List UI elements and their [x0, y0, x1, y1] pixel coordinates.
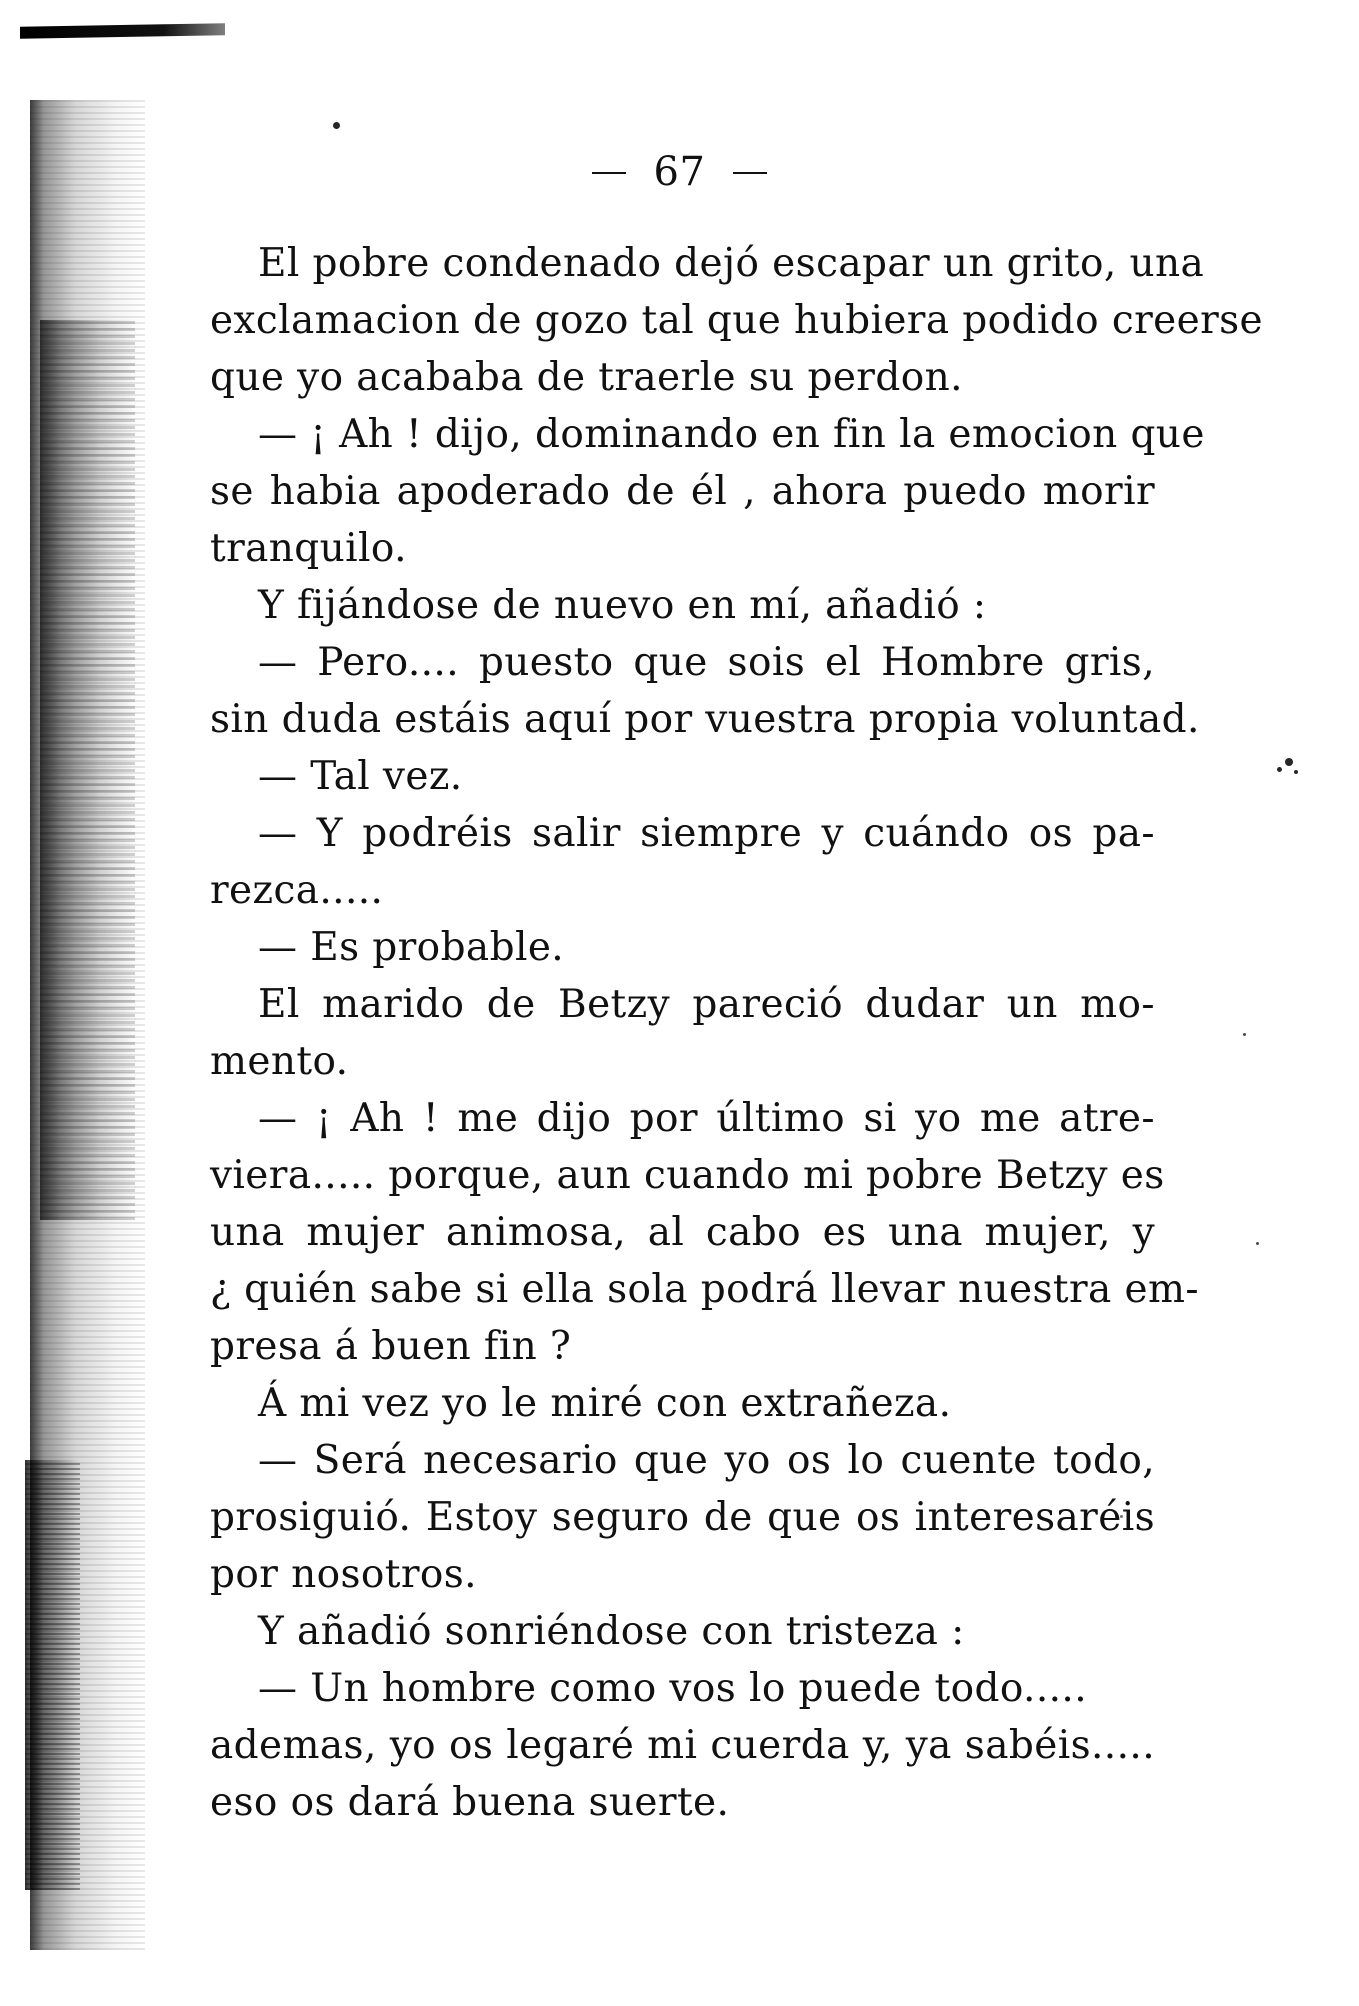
text-line: tranquilo.: [210, 526, 407, 571]
text-line: sin duda estáis aquí por vuestra propia voluntad.: [210, 697, 1200, 742]
scan-speck: [1277, 767, 1282, 772]
page-number-left-dash: [592, 172, 626, 174]
text-line: Á mi vez yo le miré con extrañeza.: [258, 1381, 952, 1426]
text-line: — Será necesario que yo os lo cuente todo,: [258, 1438, 1155, 1483]
scan-speck: [1243, 1033, 1246, 1036]
scan-top-edge-artifact: [20, 23, 225, 39]
text-line: — Y podréis salir siempre y cuándo os pa-: [258, 811, 1155, 856]
scan-speck: [1285, 758, 1293, 766]
text-line: El pobre condenado dejó escapar un grito, una: [258, 241, 1205, 286]
text-line: — Un hombre como vos lo puede todo.....: [258, 1666, 1088, 1711]
text-line: prosiguió. Estoy seguro de que os interesaréis: [210, 1495, 1155, 1540]
text-line: exclamacion de gozo tal que hubiera podido creerse: [210, 298, 1264, 343]
scan-speck: [1294, 770, 1298, 774]
text-line: por nosotros.: [210, 1552, 477, 1597]
scan-speck: [1256, 1242, 1259, 1245]
text-line: — ¡ Ah ! dijo, dominando en fin la emocion que: [258, 412, 1205, 457]
page-header: [0, 149, 1359, 195]
text-line: presa á buen fin ?: [210, 1324, 572, 1369]
text-line: ¿ quién sabe si ella sola podrá llevar nuestra em-: [210, 1267, 1199, 1312]
text-line: se habia apoderado de él , ahora puedo morir: [210, 469, 1155, 514]
text-line: — ¡ Ah ! me dijo por último si yo me atre-: [258, 1096, 1155, 1141]
scan-left-gutter-shadow: [40, 320, 135, 1220]
text-line: rezca.....: [210, 868, 384, 913]
text-line: que yo acababa de traerle su perdon.: [210, 355, 963, 400]
text-line: viera..... porque, aun cuando mi pobre Betzy es: [210, 1153, 1165, 1198]
text-line: Y fijándose de nuevo en mí, añadió :: [258, 583, 987, 628]
page-body-text: [210, 235, 1264, 1831]
page-number: 67: [653, 149, 706, 195]
text-line: El marido de Betzy pareció dudar un mo-: [258, 982, 1155, 1027]
text-line: Y añadió sonriéndose con tristeza :: [258, 1609, 965, 1654]
page-number-right-dash: [733, 172, 767, 174]
text-line: — Pero.... puesto que sois el Hombre gris,: [258, 640, 1155, 685]
text-line: eso os dará buena suerte.: [210, 1780, 730, 1825]
text-line: — Tal vez.: [258, 754, 463, 799]
scan-speck: [333, 122, 340, 129]
text-line: mento.: [210, 1039, 349, 1084]
text-line: ademas, yo os legaré mi cuerda y, ya sabéis.....: [210, 1723, 1155, 1768]
text-line: una mujer animosa, al cabo es una mujer, y: [210, 1210, 1155, 1255]
scan-left-gutter-lower-shadow: [25, 1460, 80, 1890]
text-line: — Es probable.: [258, 925, 565, 970]
